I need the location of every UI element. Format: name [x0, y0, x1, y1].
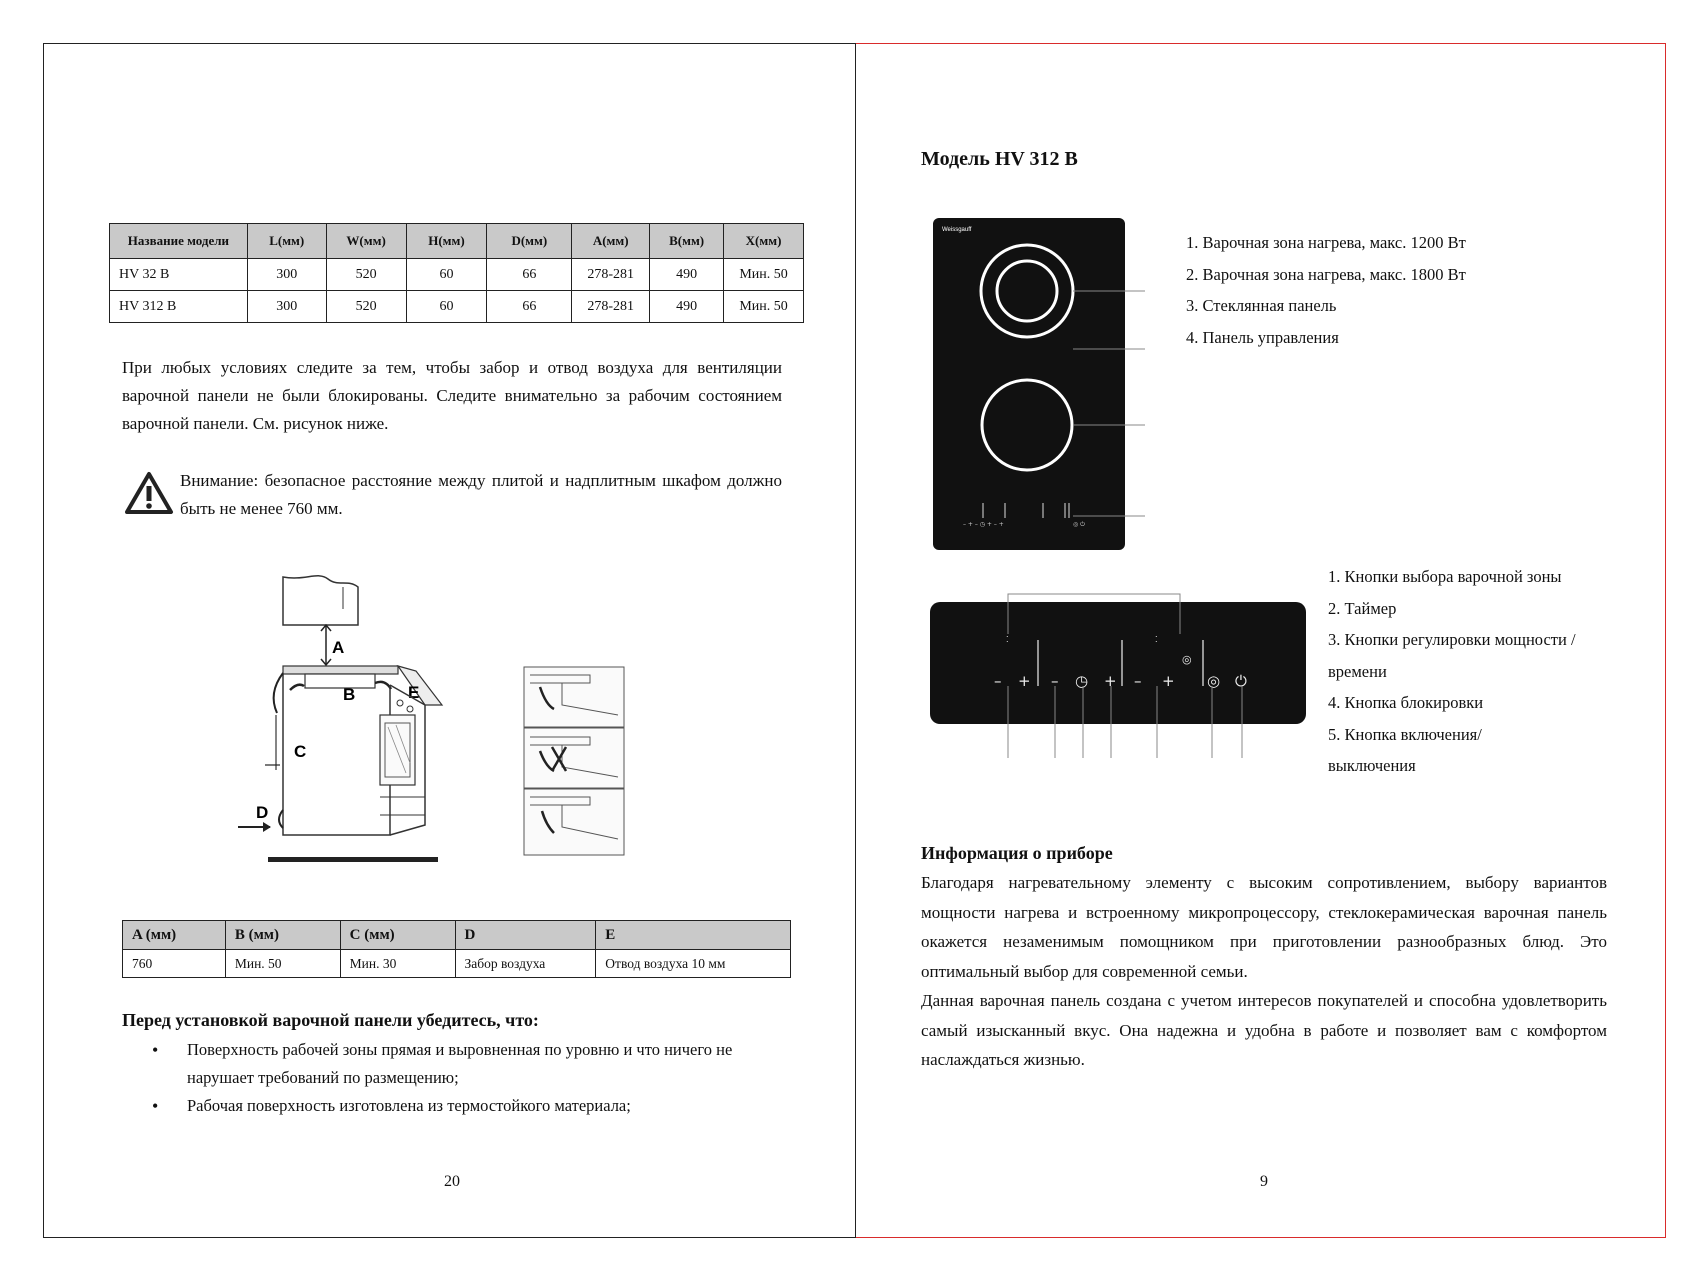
table-cell: 66: [487, 291, 572, 323]
svg-text:◎: ◎: [1207, 672, 1221, 690]
table-cell: 490: [650, 259, 724, 291]
col-header: B(мм): [650, 224, 724, 259]
label-b: B: [343, 685, 356, 704]
table-cell: 760: [123, 950, 226, 978]
legend-item: 2. Варочная зона нагрева, макс. 1800 Вт: [1186, 264, 1466, 284]
controls-legend: [1328, 561, 1576, 782]
svg-text:⁚: ⁚: [1155, 635, 1158, 644]
svg-text:⁚: ⁚: [1006, 635, 1009, 644]
col-header: A (мм): [123, 921, 226, 950]
svg-text:+: +: [1018, 672, 1031, 690]
col-header: E: [596, 921, 791, 950]
table-row: [110, 291, 804, 323]
table-cell: Мин. 50: [225, 950, 340, 978]
col-header: H(мм): [406, 224, 487, 259]
ventilation-paragraph: При любых условиях следите за тем, чтобы забор и отвод воздуха для вентиляции варочной панели не были блокированы. Следите внимательно за рабочим состоянием варочной панели. См. рисунок ниже.: [122, 358, 782, 433]
clearance-header-row: [123, 921, 791, 950]
label-c: C: [294, 742, 307, 761]
label-a: A: [332, 638, 345, 657]
table-cell: 278-281: [572, 259, 650, 291]
svg-text:◎: ◎: [1182, 653, 1192, 666]
install-heading: Перед установкой варочной панели убедитесь, что:: [122, 1010, 539, 1030]
warning-text: Внимание: безопасное расстояние между плитой и надплитным шкафом должно быть не менее 760 мм.: [180, 471, 782, 518]
control-panel-drawing: [930, 590, 1310, 760]
legend-item: 2. Таймер: [1328, 598, 1397, 618]
legend-item: 4. Кнопка блокировки: [1328, 693, 1484, 712]
table-cell: 60: [406, 259, 487, 291]
col-header: Название модели: [110, 224, 248, 259]
svg-text:–: –: [994, 672, 1002, 690]
info-paragraph-2: Данная варочная панель создана с учетом интересов покупателей и способна удовлетворить самый изысканный вкус. Она надежна и удобна в работе и позволяет вам с комфортом наслаждаться жизнью.: [921, 991, 1607, 1069]
legend-item: 4. Панель управления: [1186, 327, 1339, 347]
table-cell: Мин. 30: [340, 950, 455, 978]
table-cell: Отвод воздуха 10 мм: [596, 950, 791, 978]
svg-text:–: –: [1134, 672, 1142, 690]
table-cell: 490: [650, 291, 724, 323]
dimensions-table: [109, 223, 804, 323]
brand-label: Weissgauff: [942, 227, 972, 233]
table-cell: 278-281: [572, 291, 650, 323]
list-item: • Рабочая поверхность изготовлена из термостойкого материала;: [122, 1092, 792, 1120]
col-header: A(мм): [572, 224, 650, 259]
info-heading: Информация о приборе: [921, 843, 1113, 863]
col-header: D(мм): [487, 224, 572, 259]
page-number-right: 9: [1260, 1173, 1268, 1190]
col-header: L(мм): [247, 224, 326, 259]
legend-item: выключения: [1328, 756, 1416, 775]
col-header: D: [455, 921, 596, 950]
legend-item: 3. Стеклянная панель: [1186, 296, 1337, 315]
col-header: X(мм): [724, 224, 804, 259]
list-item: • Поверхность рабочей зоны прямая и выровненная по уровню и что ничего не нарушает требований по размещению;: [122, 1036, 792, 1092]
legend-item: времени: [1328, 661, 1387, 681]
clearance-table: [122, 920, 791, 978]
label-d: D: [256, 803, 269, 822]
cooktop-drawing: [933, 218, 1153, 550]
legend-item: 1. Кнопки выбора варочной зоны: [1328, 567, 1562, 586]
legend-item: 1. Варочная зона нагрева, макс. 1200 Вт: [1186, 233, 1466, 252]
table-cell: Забор воздуха: [455, 950, 596, 978]
table-cell: HV 32 B: [110, 259, 248, 291]
col-header: C (мм): [340, 921, 455, 950]
install-list: [122, 1036, 792, 1120]
installation-diagram: [230, 565, 630, 870]
legend-item: 3. Кнопки регулировки мощности /: [1328, 630, 1576, 649]
col-header: B (мм): [225, 921, 340, 950]
table-cell: 520: [326, 291, 406, 323]
svg-text:⏻: ⏻: [1235, 672, 1247, 690]
model-title: Модель HV 312 B: [921, 148, 1078, 170]
table-row: [110, 259, 804, 291]
table-row: [123, 950, 791, 978]
table-cell: 520: [326, 259, 406, 291]
col-header: W(мм): [326, 224, 406, 259]
info-paragraph-1: Благодаря нагревательному элементу с высоким сопротивлением, выбору вариантов мощности нагрева и встроенному микропроцессору, стеклокерамическая варочная панель окажется незаменимым помощником при приготовлении разнообразных блюд. Это оптимальный выбор для современной семьи.: [921, 873, 1607, 981]
svg-text:◷: ◷: [1075, 672, 1089, 690]
table-cell: Мин. 50: [724, 291, 804, 323]
dimensions-header-row: [110, 224, 804, 259]
table-cell: Мин. 50: [724, 259, 804, 291]
label-e: E: [408, 683, 420, 702]
table-cell: 300: [247, 259, 326, 291]
svg-text:◎ ⏻: ◎ ⏻: [1073, 521, 1085, 528]
svg-text:+: +: [1104, 672, 1117, 690]
svg-text:–: –: [1051, 672, 1059, 690]
table-cell: 300: [247, 291, 326, 323]
table-cell: 60: [406, 291, 487, 323]
page-number-left: 20: [444, 1173, 460, 1190]
legend-item: 5. Кнопка включения/: [1328, 724, 1482, 744]
warning-icon: [124, 471, 174, 515]
cooktop-legend: [1186, 227, 1466, 353]
svg-text:– + – ◷ + – +: – + – ◷ + – +: [963, 521, 1004, 528]
svg-text:+: +: [1162, 672, 1175, 690]
table-cell: HV 312 B: [110, 291, 248, 323]
table-cell: 66: [487, 259, 572, 291]
